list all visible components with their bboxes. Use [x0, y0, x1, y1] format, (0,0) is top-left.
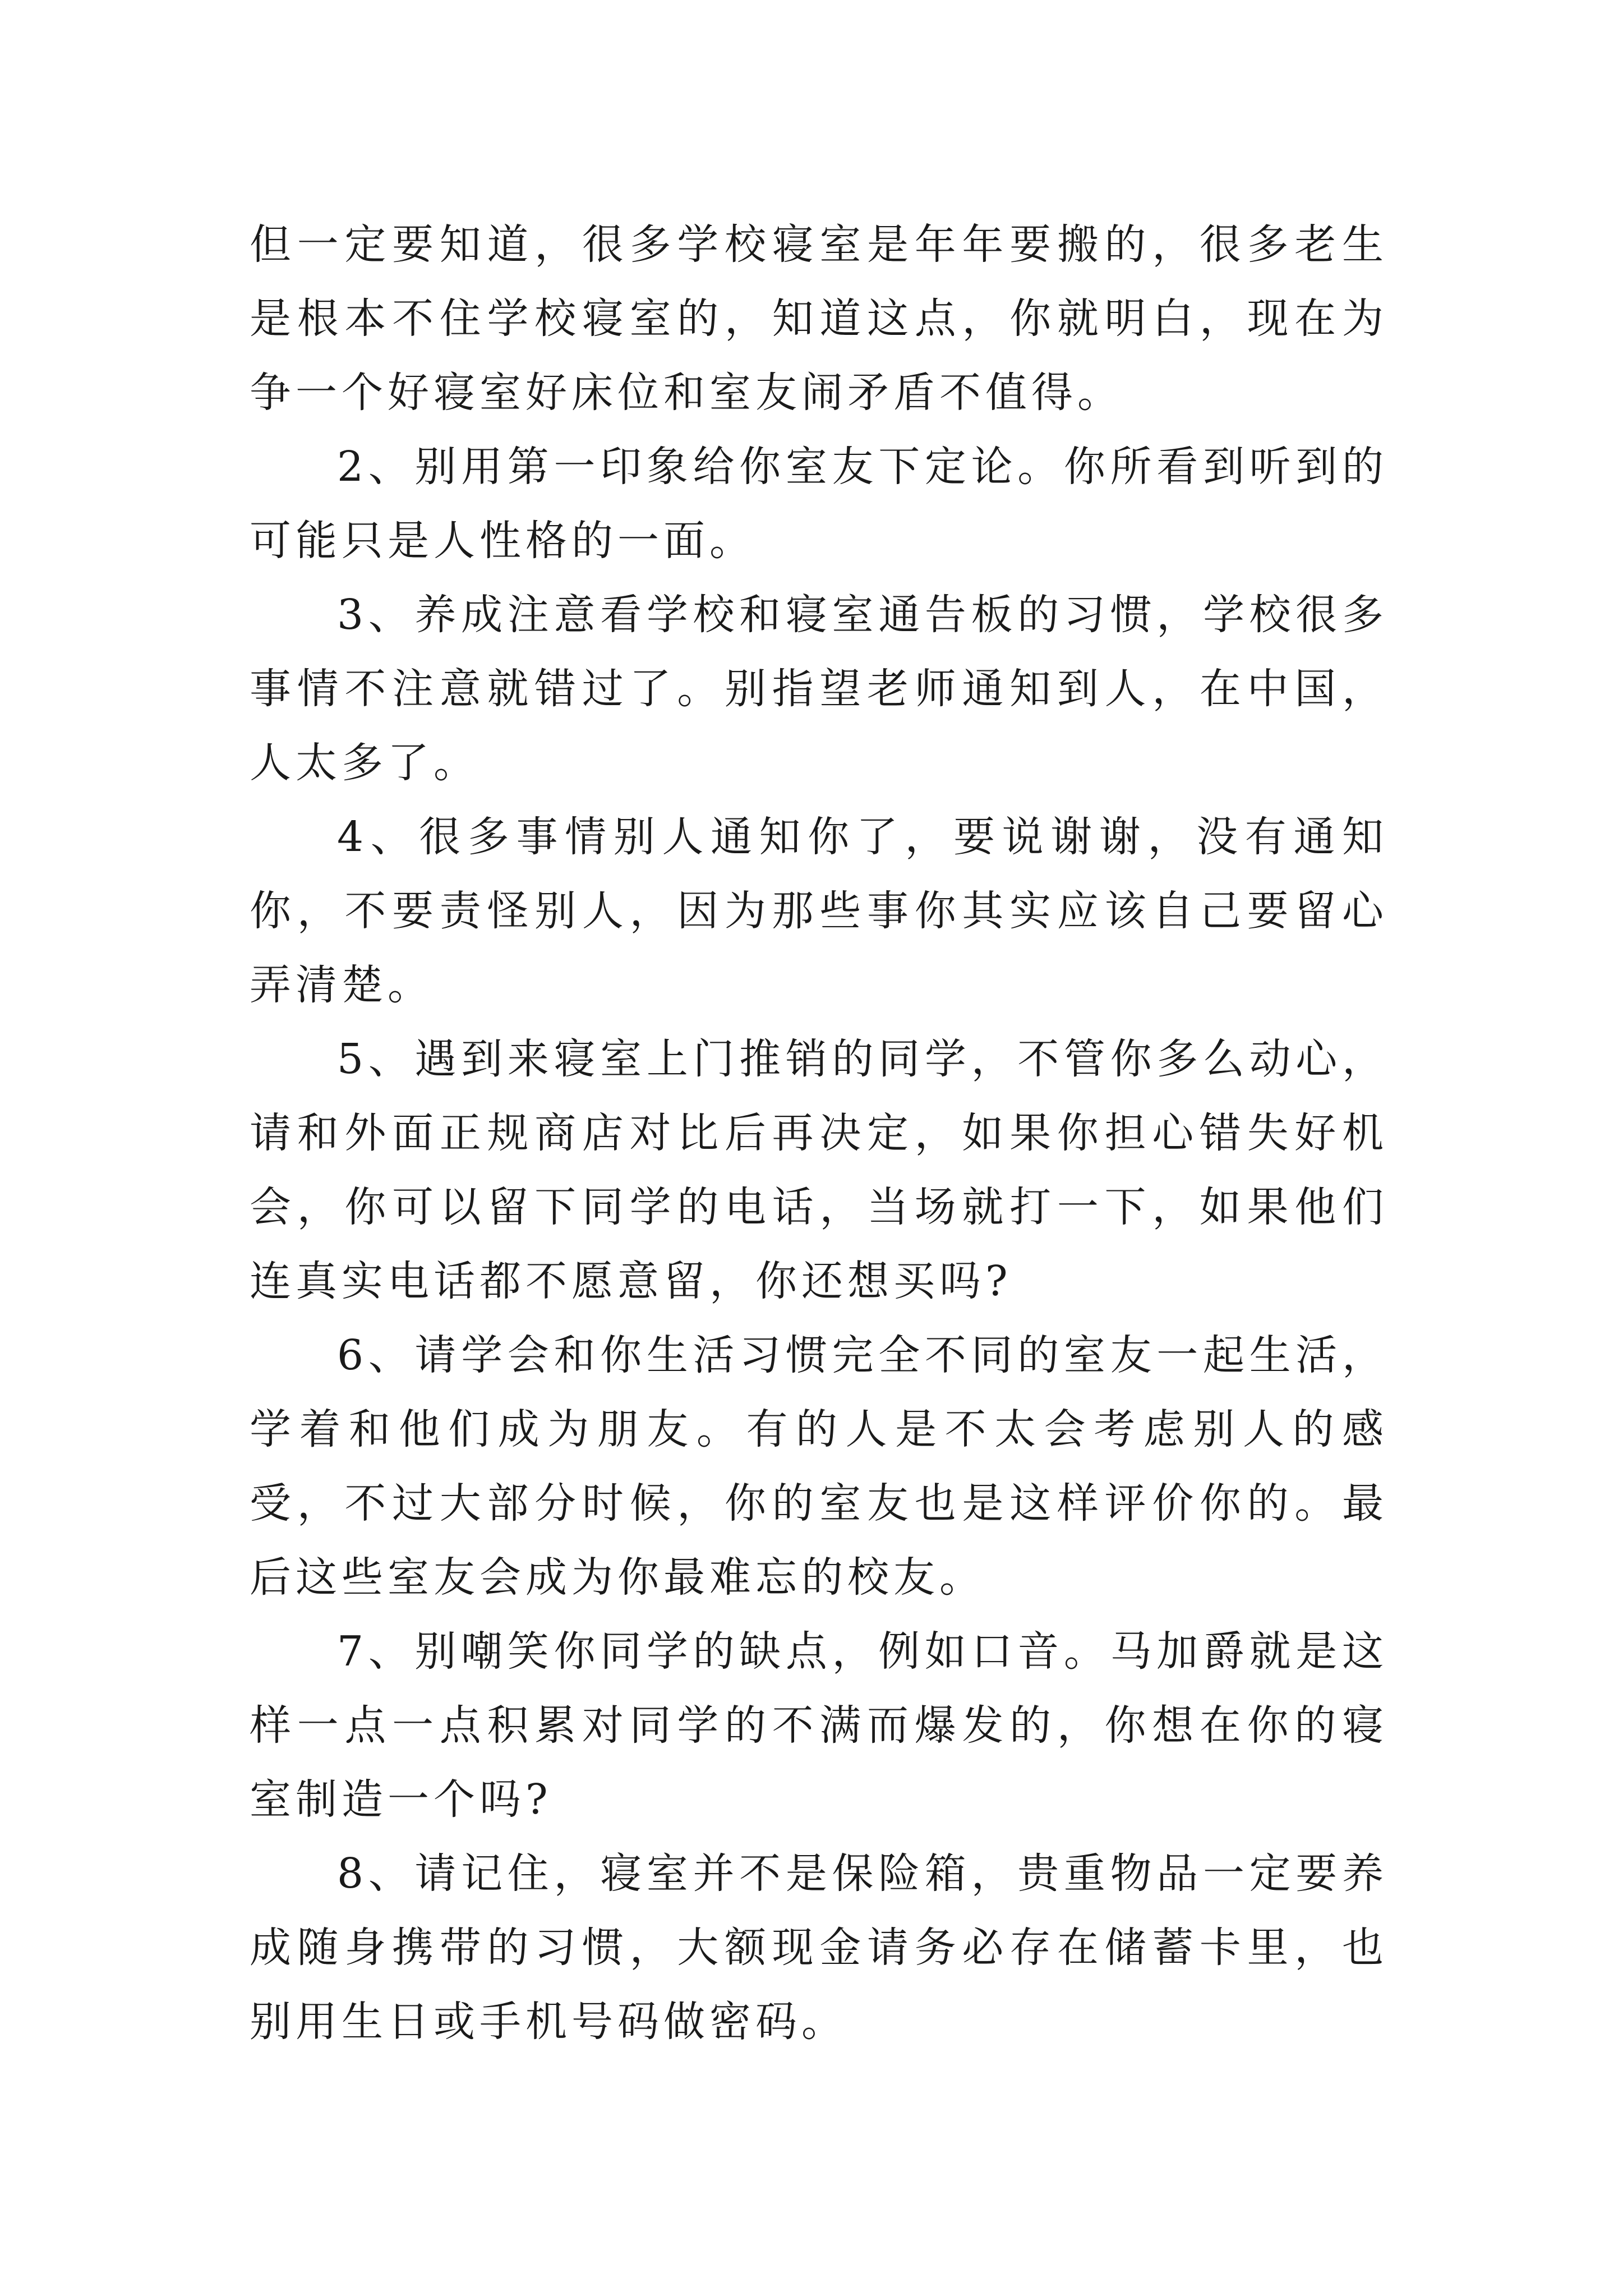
- paragraph-item-3: 3、养成注意看学校和寝室通告板的习惯，学校很多事情不注意就错过了。别指望老师通知到人，在中国，人太多了。: [250, 591, 1388, 787]
- paragraph-item-2: 2、别用第一印象给你室友下定论。你所看到听到的可能只是人性格的一面。: [250, 443, 1388, 565]
- paragraph-item-4: 4、很多事情别人通知你了，要说谢谢，没有通知你，不要责怪别人，因为那些事你其实应该自己要留心弄清楚。: [250, 813, 1388, 1009]
- paragraph-continuation: 但一定要知道，很多学校寝室是年年要搬的，很多老生是根本不住学校寝室的，知道这点，你就明白，现在为争一个好寝室好床位和室友闹矛盾不值得。: [250, 220, 1388, 417]
- paragraph-item-5: 5、遇到来寝室上门推销的同学，不管你多么动心，请和外面正规商店对比后再决定，如果你担心错失好机会，你可以留下同学的电话，当场就打一下，如果他们连真实电话都不愿意留，你还想买吗?: [250, 1035, 1388, 1305]
- paragraph-item-7: 7、别嘲笑你同学的缺点，例如口音。马加爵就是这样一点一点积累对同学的不满而爆发的，你想在你的寝室制造一个吗?: [250, 1627, 1388, 1824]
- paragraph-item-8: 8、请记住，寝室并不是保险箱，贵重物品一定要养成随身携带的习惯，大额现金请务必存在储蓄卡里，也别用生日或手机号码做密码。: [250, 1849, 1388, 2046]
- paragraph-item-6: 6、请学会和你生活习惯完全不同的室友一起生活，学着和他们成为朋友。有的人是不太会考虑别人的感受，不过大部分时候，你的室友也是这样评价你的。最后这些室友会成为你最难忘的校友。: [250, 1331, 1388, 1602]
- document-body: [250, 208, 1388, 2059]
